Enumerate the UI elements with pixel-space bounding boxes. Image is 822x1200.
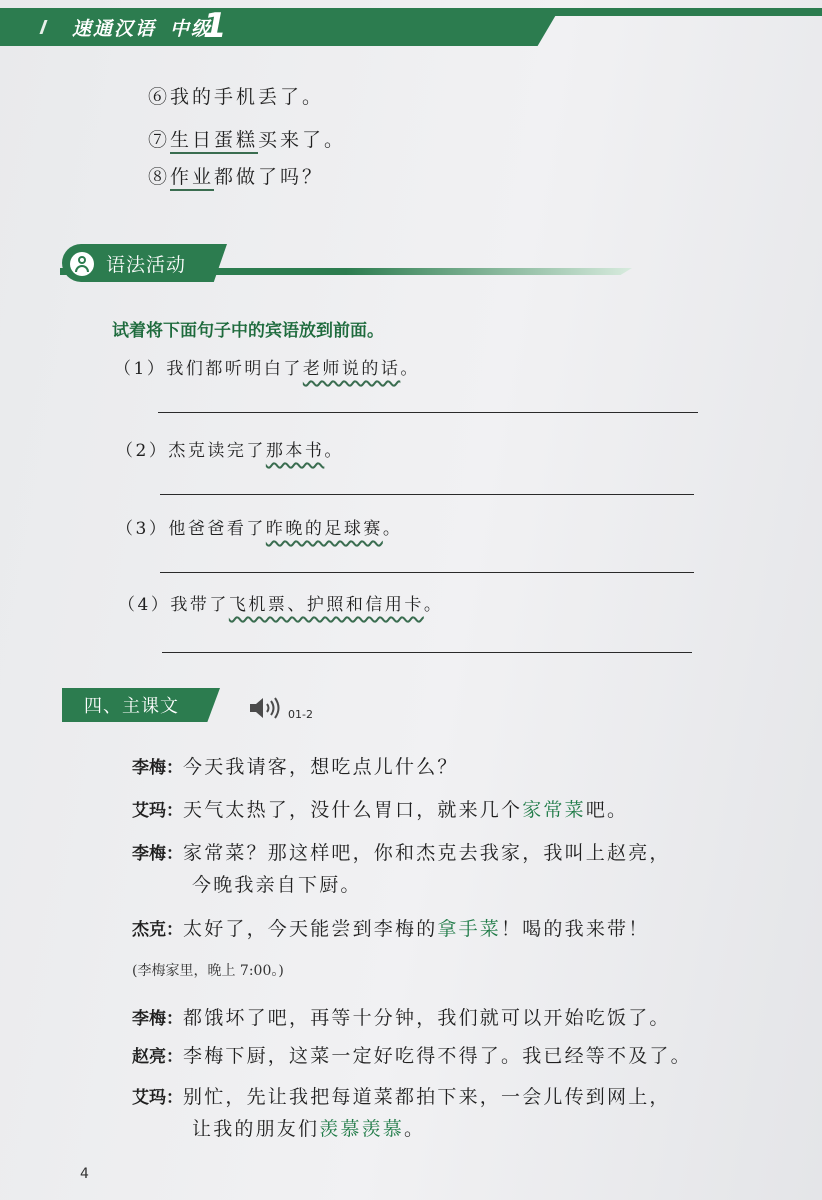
dialogue-line: 李梅：家常菜？那这样吧，你和杰克去我家，我叫上赵亮， (132, 842, 671, 864)
main-text-title: 四、主课文 (84, 696, 179, 717)
dialogue-line: 艾玛：别忙，先让我把每道菜都拍下来，一会儿传到网上， (132, 1086, 671, 1108)
exercise-1: （1）我们都听明白了老师说的话。 (114, 359, 420, 379)
sentence-6: ⑥我的手机丢了。 (148, 86, 325, 108)
book-number: 1 (203, 6, 227, 46)
answer-line-3[interactable] (160, 572, 694, 573)
dialogue-line: 艾玛：天气太热了，没什么胃口，就来几个家常菜吧。 (132, 799, 629, 821)
exercise-4: （4）我带了飞机票、护照和信用卡。 (118, 595, 444, 615)
dialogue-line: 杰克：太好了，今天能尝到李梅的拿手菜！喝的我来带！ (132, 918, 650, 940)
audio-speaker-icon[interactable] (248, 695, 284, 721)
dialogue-line: 赵亮：李梅下厨，这菜一定好吃得不得了。我已经等不及了。 (132, 1045, 692, 1067)
dialogue-continuation: 今晚我亲自下厨。 (192, 874, 362, 896)
page-number: 4 (80, 1166, 89, 1182)
dialogue-continuation: 让我的朋友们羡慕羡慕。 (192, 1118, 426, 1140)
book-title: 速通汉语 中级 (72, 18, 213, 40)
grammar-section-title: 语法活动 (106, 254, 187, 276)
sentence-7: ⑦生日蛋糕买来了。 (148, 125, 346, 152)
stage-direction: (李梅家里，晚上 7:00。) (132, 963, 284, 979)
answer-line-2[interactable] (160, 494, 694, 495)
sentence-8: ⑧作业都做了吗？ (148, 162, 324, 189)
exercise-instruction: 试着将下面句子中的宾语放到前面。 (112, 321, 384, 341)
answer-line-4[interactable] (162, 652, 692, 653)
dialogue-line: 李梅：今天我请客，想吃点儿什么？ (132, 756, 459, 778)
exercise-2: （2）杰克读完了那本书。 (116, 441, 344, 461)
person-icon (70, 252, 94, 276)
exercise-3: （3）他爸爸看了昨晚的足球赛。 (116, 519, 403, 539)
audio-track-number: 01-2 (288, 708, 313, 721)
dialogue-line: 李梅：都饿坏了吧，再等十分钟，我们就可以开始吃饭了。 (132, 1007, 671, 1029)
answer-line-1[interactable] (158, 412, 698, 413)
